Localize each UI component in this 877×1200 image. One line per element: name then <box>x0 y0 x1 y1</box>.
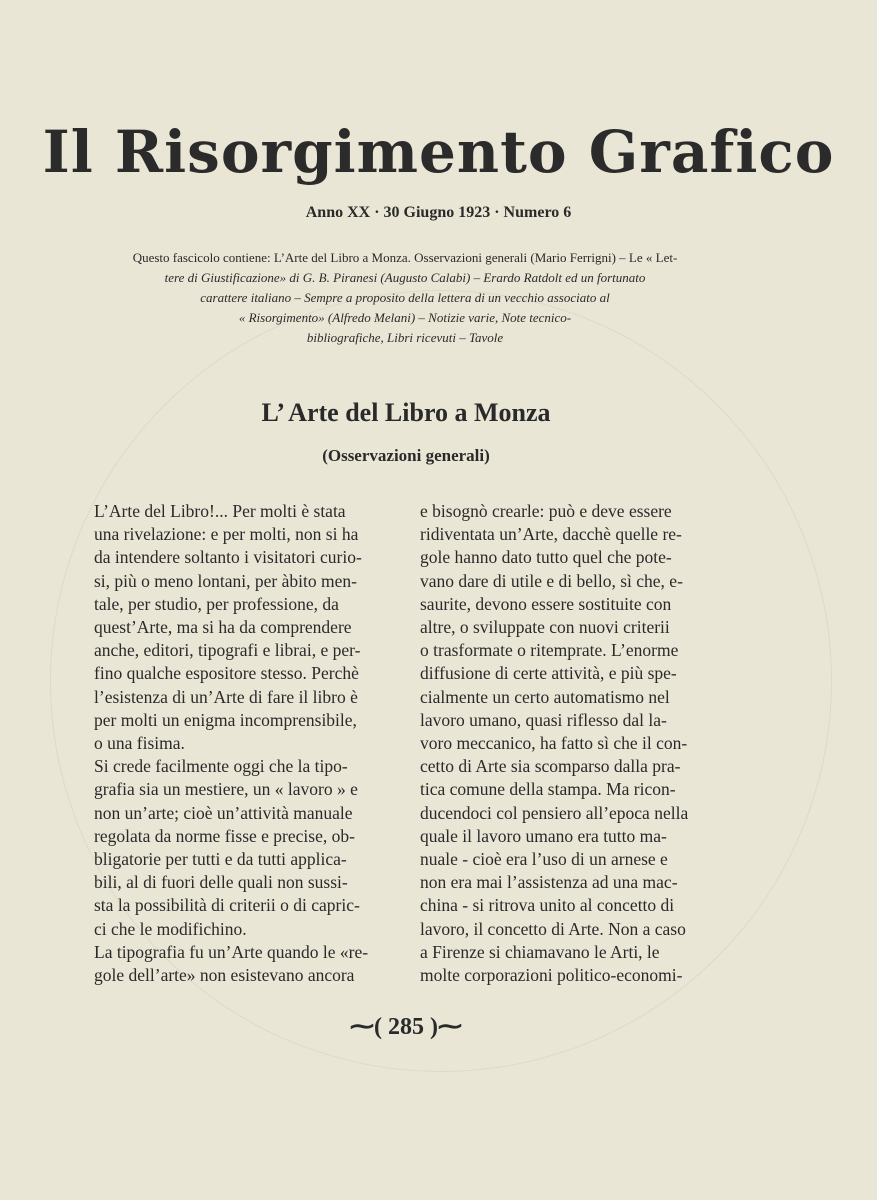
text-line: regolata da norme fisse e precise, ob- <box>94 825 355 846</box>
text-line: voro meccanico, ha fatto sì che il con- <box>420 733 688 754</box>
masthead-title: Il Risorgimento Grafico <box>42 118 835 186</box>
text-line: lavoro, il concetto di Arte. Non a caso <box>420 918 686 939</box>
text-line: vano dare di utile e di bello, sì che, e- <box>420 570 683 591</box>
text-line: diffusione di certe attività, e più spe- <box>420 663 677 684</box>
contents-line: carattere italiano – Sempre a proposito della lettera di un vecchio associato al <box>200 290 610 305</box>
text-line: cetto di Arte sia scomparso dalla pra- <box>420 756 681 777</box>
text-line: cialmente un certo automatismo nel <box>420 686 670 707</box>
text-line: tale, per studio, per professione, da <box>94 593 339 614</box>
text-line: ci che le modifichino. <box>94 918 247 939</box>
text-line: e bisognò crearle: può e deve essere <box>420 501 672 521</box>
text-line: da intendere soltanto i visitatori curio- <box>94 547 362 568</box>
contents-line: bibliografiche, Libri ricevuti – Tavole <box>306 330 504 345</box>
text-line: ducendoci col pensiero all’epoca nella <box>420 802 689 823</box>
text-line: fino qualche espositore stesso. Perchè <box>94 663 359 684</box>
text-line: non era mai l’assistenza ad una mac- <box>420 872 678 893</box>
text-line: altre, o sviluppate con nuovi criterii <box>420 617 670 638</box>
text-line: per molti un enigma incomprensibile, <box>94 709 357 730</box>
text-line: sta la possibilità di criterii o di capric- <box>94 895 360 916</box>
text-line: l’esistenza di un’Arte di fare il libro è <box>94 686 358 707</box>
text-line: quest’Arte, ma si ha da comprendere <box>94 617 352 638</box>
text-line: o una fisima. <box>94 733 185 754</box>
left-column <box>94 500 394 987</box>
text-line: nuale - cioè era l’uso di un arnese e <box>420 849 668 870</box>
text-line: gole dell’arte» non esistevano ancora <box>94 965 355 986</box>
text-line: gole hanno dato tutto quel che pote- <box>420 547 672 568</box>
text-line: china - si ritrova unito al concetto di <box>420 895 675 916</box>
text-line: ridiventata un’Arte, dacchè quelle re- <box>420 524 682 545</box>
text-line: anche, editori, tipografi e librai, e per- <box>94 640 361 661</box>
text-line: non un’arte; cioè un’attività manuale <box>94 802 353 823</box>
text-line: L’Arte del Libro!... Per molti è stata <box>94 501 346 521</box>
text-line: una rivelazione: e per molti, non si ha <box>94 524 359 545</box>
text-line: tica comune della stampa. Ma ricon- <box>420 779 676 800</box>
contents-line: « Risorgimento» (Alfredo Melani) – Notizie varie, Note tecnico- <box>238 310 572 325</box>
text-line: quale il lavoro umano era tutto ma- <box>420 825 667 846</box>
text-line: grafia sia un mestiere, un « lavoro » e <box>94 779 358 800</box>
text-line: a Firenze si chiamavano le Arti, le <box>420 941 660 962</box>
text-line: si, più o meno lontani, per àbito men- <box>94 570 357 591</box>
text-line: lavoro umano, quasi riflesso dal la- <box>420 709 667 730</box>
issue-line: Anno XX · 30 Giugno 1923 · Numero 6 <box>305 204 572 221</box>
text-line: molte corporazioni politico-economi- <box>420 965 683 986</box>
contents-line: Questo fascicolo contiene: L’Arte del Libro a Monza. Osservazioni generali (Mario Ferrigni) – Le « Let- <box>132 250 678 265</box>
text-line: o trasformate o ritemprate. L’enorme <box>420 640 679 661</box>
page-number: ⁓( 285 )⁓ <box>350 1014 462 1040</box>
table-of-contents <box>90 248 720 348</box>
article-subtitle: (Osservazioni generali) <box>322 446 490 465</box>
text-line: Si crede facilmente oggi che la tipo- <box>94 756 348 777</box>
text-line: bligatorie per tutti e da tutti applica- <box>94 849 347 870</box>
article-title: L’ Arte del Libro a Monza <box>261 398 551 427</box>
text-line: saurite, devono essere sostituite con <box>420 593 672 614</box>
contents-line: tere di Giustificazione» di G. B. Piranesi (Augusto Calabi) – Erardo Ratdolt ed un fortunato <box>164 270 646 285</box>
text-line: La tipografia fu un’Arte quando le «re- <box>94 941 369 962</box>
text-line: bili, al di fuori delle quali non sussi- <box>94 872 348 893</box>
right-column <box>420 500 720 987</box>
